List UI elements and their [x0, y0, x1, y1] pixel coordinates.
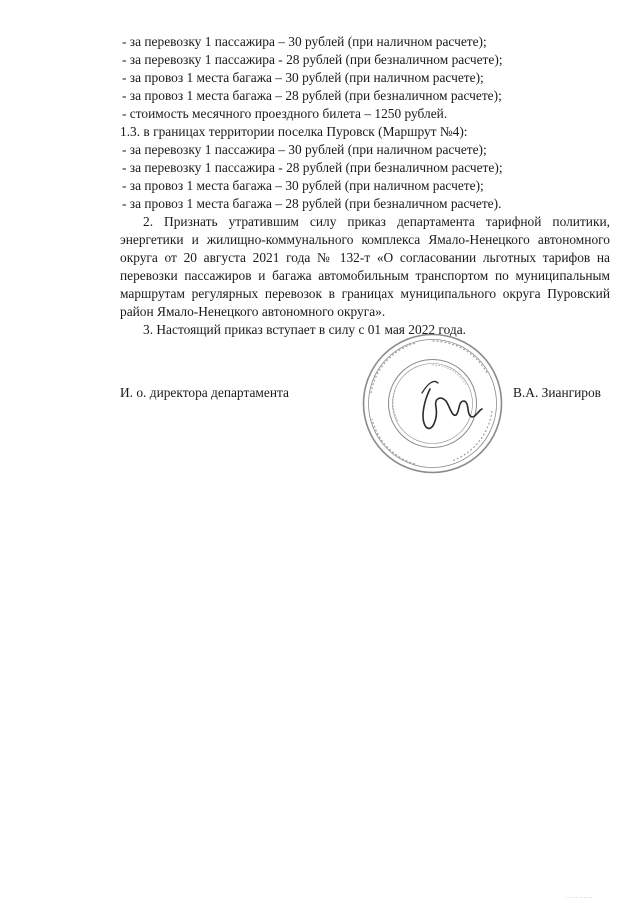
official-seal-stamp — [360, 331, 505, 476]
list1-item: - за перевозку 1 пассажира – 30 рублей (при наличном расчете); — [122, 34, 487, 49]
list1-item: - стоимость месячного проездного билета – 1250 рублей. — [122, 106, 448, 121]
point2-line: округа от 20 августа 2021 года № 132-т «О согласовании льготных тарифов на — [120, 250, 610, 265]
list2-item: - за провоз 1 места багажа – 30 рублей (при наличном расчете); — [122, 178, 484, 193]
signatory-position: И. о. директора департамента — [120, 385, 289, 400]
list1-item: - за провоз 1 места багажа – 28 рублей (при безналичном расчете); — [122, 88, 502, 103]
list1-item: - за перевозку 1 пассажира - 28 рублей (при безналичном расчете); — [122, 52, 503, 67]
point3-text: 3. Настоящий приказ вступает в силу с 01 мая 2022 года. — [143, 322, 467, 337]
list2-item: - за перевозку 1 пассажира – 30 рублей (при наличном расчете); — [122, 142, 487, 157]
section-heading: 1.3. в границах территории поселка Пуровск (Маршрут №4): — [120, 124, 468, 139]
point2-line: район Ямало-Ненецкого автономного округа». — [120, 304, 386, 319]
point2-line: 2. Признать утратившим силу приказ департамента тарифной политики, — [143, 214, 610, 229]
list1-item: - за провоз 1 места багажа – 30 рублей (при наличном расчете); — [122, 70, 484, 85]
point2-line: перевозки пассажиров и багажа автомобильным транспортом по муниципальным — [120, 268, 610, 283]
signatory-name: В.А. Зиангиров — [513, 385, 602, 400]
point2-line: маршрутам регулярных перевозок в границах муниципального округа Пуровский — [120, 286, 610, 301]
point2-line: энергетики и жилищно-коммунального комплекса Ямало-Ненецкого автономного — [120, 232, 610, 247]
list2-item: - за провоз 1 места багажа – 28 рублей (при безналичном расчете). — [122, 196, 502, 211]
list2-item: - за перевозку 1 пассажира - 28 рублей (при безналичном расчете); — [122, 160, 503, 175]
footer-mark: ........... — [566, 894, 594, 900]
